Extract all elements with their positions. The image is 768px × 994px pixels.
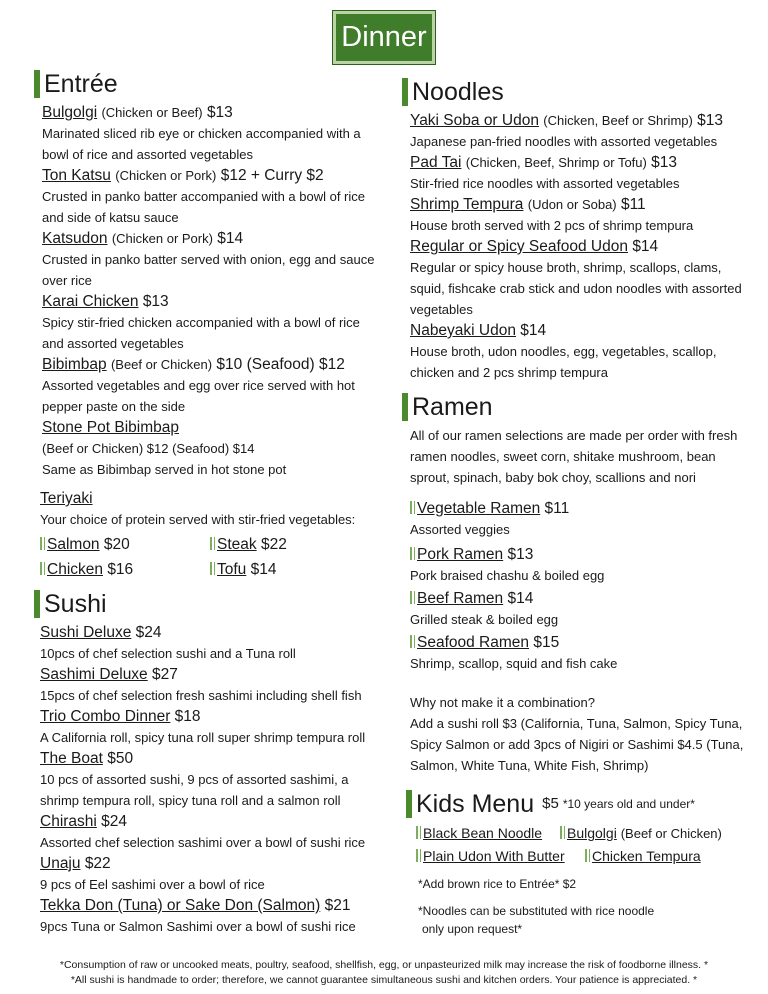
item-name: The Boat (40, 750, 103, 767)
item-name: Karai Chicken (42, 293, 139, 310)
menu-item: Yaki Soba or Udon (Chicken, Beef or Shrimp) $13 Japanese pan-fried noodles with assorted vegetables (410, 112, 724, 149)
kids-items: Black Bean Noodle Bulgolgi (Beef or Chicken) Plain Udon With Butter Chicken Tempura (416, 822, 752, 867)
item-desc: Crusted in panko batter served with onion, egg and sauce over rice (42, 252, 375, 288)
teriyaki-option: Tofu $14 (210, 557, 380, 582)
menu-item: Vegetable Ramen $11 Assorted veggies (410, 500, 570, 537)
sushi-heading: Sushi (34, 588, 384, 620)
teriyaki-option: Chicken $16 (40, 557, 210, 582)
item-desc: Your choice of protein served with stir-fried vegetables: (40, 512, 356, 527)
item-name: Ton Katsu (42, 167, 111, 184)
item-name: Regular or Spicy Seafood Udon (410, 238, 628, 255)
menu-item: Ton Katsu (Chicken or Pork) $12 + Curry $2 Crusted in panko batter accompanied with a bowl of rice and side of katsu sauce (42, 165, 384, 228)
teriyaki-option: Salmon $20 (40, 532, 210, 557)
item-name: Seafood Ramen (417, 634, 530, 651)
menu-item: Pork Ramen $13 Pork braised chashu & boiled egg (410, 546, 605, 583)
item-name: Pad Tai (410, 154, 462, 171)
item-name: Vegetable Ramen (417, 500, 541, 517)
menu-item: Nabeyaki Udon $14 House broth, udon noodles, egg, vegetables, scallop, chicken and 2 pcs shrimp tempura (410, 322, 717, 380)
page-title: Dinner (333, 11, 435, 64)
menu-item: The Boat $50 10 pcs of assorted sushi, 9 pcs of assorted sashimi, a shrimp tempura roll, spicy tuna roll and a salmon roll (40, 750, 349, 808)
section-bar (406, 790, 412, 818)
item-desc: Crusted in panko batter accompanied with a bowl of rice and side of katsu sauce (42, 189, 366, 225)
footer-disclaimer: *Consumption of raw or uncooked meats, poultry, seafood, shellfish, egg, or unpasteurized milk may increase the risk of foodborne illness. * (59, 959, 709, 971)
item-name: Bulgolgi (42, 104, 98, 121)
menu-item: Tekka Don (Tuna) or Sake Don (Salmon) $21 9pcs Tuna or Salmon Sashimi over a bowl of sushi rice (40, 897, 356, 934)
menu-item: Trio Combo Dinner $18 A California roll, spicy tuna roll super shrimp tempura roll (40, 708, 366, 745)
section-bar (402, 78, 408, 106)
teriyaki-item (40, 488, 384, 582)
menu-item: Regular or Spicy Seafood Udon $14 Regular or spicy house broth, shrimp, scallops, clams, squid, fishcake crab stick and udon noodles with assorted vegetables (410, 238, 742, 317)
combo-offer: Why not make it a combination? Add a sushi roll $3 (California, Tuna, Salmon, Spicy Tuna, Spicy Salmon or add 3pcs of Nigiri or Sashimi $4.5 (Tuna, Salmon, White Tuna, White Fish, Shrimp) (410, 695, 744, 773)
left-column (34, 68, 384, 937)
menu-item: Chirashi $24 Assorted chef selection sashimi over a bowl of sushi rice (40, 813, 366, 850)
item-name: Bibimbap (42, 356, 107, 373)
item-name: Trio Combo Dinner (40, 708, 171, 725)
item-name: Chirashi (40, 813, 97, 830)
menu-item: Bulgolgi (Chicken or Beef) $13 Marinated sliced rib eye or chicken accompanied with a bowl of rice and assorted vegetables (42, 102, 384, 165)
section-bar (402, 393, 408, 421)
item-name: Shrimp Tempura (410, 196, 524, 213)
teriyaki-option: Steak $22 (210, 532, 380, 557)
item-name: Teriyaki (40, 490, 93, 507)
menu-item: Katsudon (Chicken or Pork) $14 Crusted in panko batter served with onion, egg and sauce over rice (42, 228, 384, 291)
right-column (402, 76, 752, 938)
item-name: Sashimi Deluxe (40, 666, 148, 683)
item-name: Beef Ramen (417, 590, 504, 607)
item-name: Pork Ramen (417, 546, 504, 563)
menu-item: Beef Ramen $14 Grilled steak & boiled egg (410, 590, 559, 627)
item-name: Nabeyaki Udon (410, 322, 516, 339)
section-bar (34, 590, 40, 618)
entree-heading (34, 68, 384, 100)
item-desc: Marinated sliced rib eye or chicken accompanied with a bowl of rice and assorted vegetables (42, 126, 361, 162)
menu-item: Seafood Ramen $15 Shrimp, scallop, squid and fish cake (410, 634, 618, 671)
menu-item: Sashimi Deluxe $27 15pcs of chef selection fresh sashimi including shell fish (40, 666, 362, 703)
menu-item: Pad Tai (Chicken, Beef, Shrimp or Tofu) $13 Stir-fried rice noodles with assorted vegetables (410, 154, 680, 191)
kids-notes: *Add brown rice to Entrée* $2 *Noodles can be substituted with rice noodle only upon request* (418, 877, 655, 936)
menu-item: Sushi Deluxe $24 10pcs of chef selection sushi and a Tuna roll (40, 624, 296, 661)
menu-item: Shrimp Tempura (Udon or Soba) $11 House broth served with 2 pcs of shrimp tempura (410, 196, 694, 233)
item-desc: Spicy stir-fried chicken accompanied with a bowl of rice and assorted vegetables (42, 315, 360, 351)
item-desc: Assorted vegetables and egg over rice served with hot pepper paste on the side (42, 378, 355, 414)
item-desc: (Beef or Chicken) $12 (Seafood) $14 Same as Bibimbap served in hot stone pot (42, 441, 287, 477)
kids-heading: Kids Menu $5 *10 years old and under* (406, 788, 752, 820)
item-name: Sushi Deluxe (40, 624, 132, 641)
ramen-intro: All of our ramen selections are made per order with fresh ramen noodles, sweet corn, shitake mushroom, bean sprout, spinach, baby bok choy, scallions and nori (410, 428, 738, 485)
item-name: Unaju (40, 855, 81, 872)
menu-item: Unaju $22 9 pcs of Eel sashimi over a bowl of rice (40, 855, 265, 892)
section-bar (34, 70, 40, 98)
ramen-heading: Ramen (402, 391, 752, 423)
footer-disclaimer: *All sushi is handmade to order; therefore, we cannot guarantee simultaneous sushi and kitchen orders. Your patience is appreciated. * (70, 974, 698, 986)
item-name: Katsudon (42, 230, 108, 247)
menu-item (42, 417, 384, 480)
item-name: Tekka Don (Tuna) or Sake Don (Salmon) (40, 897, 321, 914)
menu-item: Karai Chicken $13 Spicy stir-fried chicken accompanied with a bowl of rice and assorted vegetables (42, 291, 384, 354)
menu-item: Bibimbap (Beef or Chicken) $10 (Seafood) $12 Assorted vegetables and egg over rice served with hot pepper paste on the side (42, 354, 384, 417)
item-name: Stone Pot Bibimbap (42, 419, 180, 436)
item-name: Yaki Soba or Udon (410, 112, 539, 129)
noodles-heading: Noodles (402, 76, 752, 108)
entree-heading-text: Entrée (44, 70, 118, 98)
